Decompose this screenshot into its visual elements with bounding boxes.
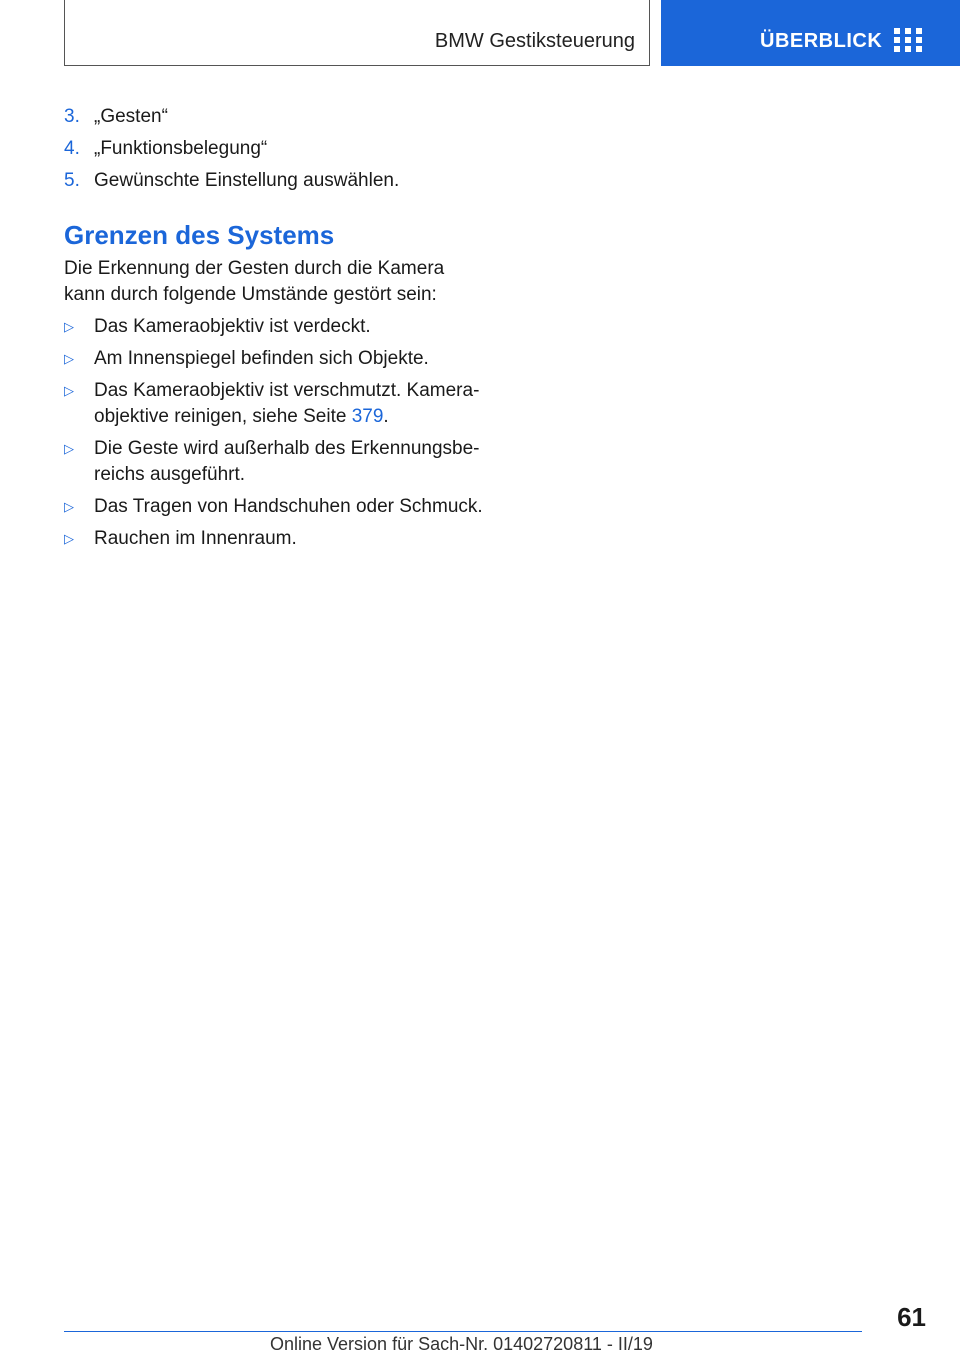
triangle-right-icon: ▷ [64, 383, 74, 398]
triangle-right-icon: ▷ [64, 441, 74, 456]
list-item-suffix: . [383, 406, 389, 427]
list-item [64, 526, 484, 552]
list-item [64, 346, 484, 372]
step-text: „Gesten“ [94, 106, 168, 127]
list-item [64, 314, 484, 340]
page-reference-link[interactable]: 379 [351, 406, 384, 427]
step-number: 3. [64, 106, 80, 127]
footer-divider [64, 1331, 862, 1332]
triangle-right-icon: ▷ [64, 499, 74, 514]
triangle-right-icon: ▷ [64, 319, 74, 334]
list-item-text: Das Kameraobjektiv ist verdeckt. [94, 316, 371, 337]
list-item-text: Das Kameraobjektiv ist verschmutzt. Kameraobjektive reinigen, siehe Seite [94, 380, 480, 427]
triangle-right-icon: ▷ [64, 351, 74, 366]
step-number: 5. [64, 170, 80, 191]
grid-icon [894, 28, 922, 52]
main-content [64, 104, 484, 558]
header-chapter-box [64, 0, 650, 66]
step-text: Gewünschte Einstellung auswählen. [94, 170, 400, 191]
list-item-text: Am Innenspiegel befinden sich Objekte. [94, 348, 429, 369]
section-tab-overview[interactable] [661, 0, 960, 66]
list-item-text: Das Tragen von Handschuhen oder Schmuck. [94, 496, 483, 517]
section-tab-label: ÜBERBLICK [760, 30, 883, 52]
page-number: 61 [897, 1302, 926, 1332]
footer-version-text: Online Version für Sach-Nr. 01402720811 - II/19 [270, 1334, 653, 1354]
list-item-text: Rauchen im Innenraum. [94, 528, 297, 549]
list-item [64, 378, 484, 430]
step-text: „Funktionsbelegung“ [94, 138, 268, 159]
chapter-title: BMW Gestiksteuerung [434, 30, 635, 52]
limitations-list [64, 314, 484, 552]
section-intro: Die Erkennung der Gesten durch die Kamera kann durch folgende Umstände gestört sein: [64, 258, 445, 305]
section-heading: Grenzen des Systems [64, 220, 335, 250]
triangle-right-icon: ▷ [64, 531, 74, 546]
step-item [64, 136, 484, 168]
step-item [64, 104, 484, 136]
step-item [64, 168, 484, 200]
step-number: 4. [64, 138, 80, 159]
list-item [64, 436, 484, 488]
list-item [64, 494, 484, 520]
list-item-text: Die Geste wird außerhalb des Erkennungsbereichs ausgeführt. [94, 438, 480, 485]
